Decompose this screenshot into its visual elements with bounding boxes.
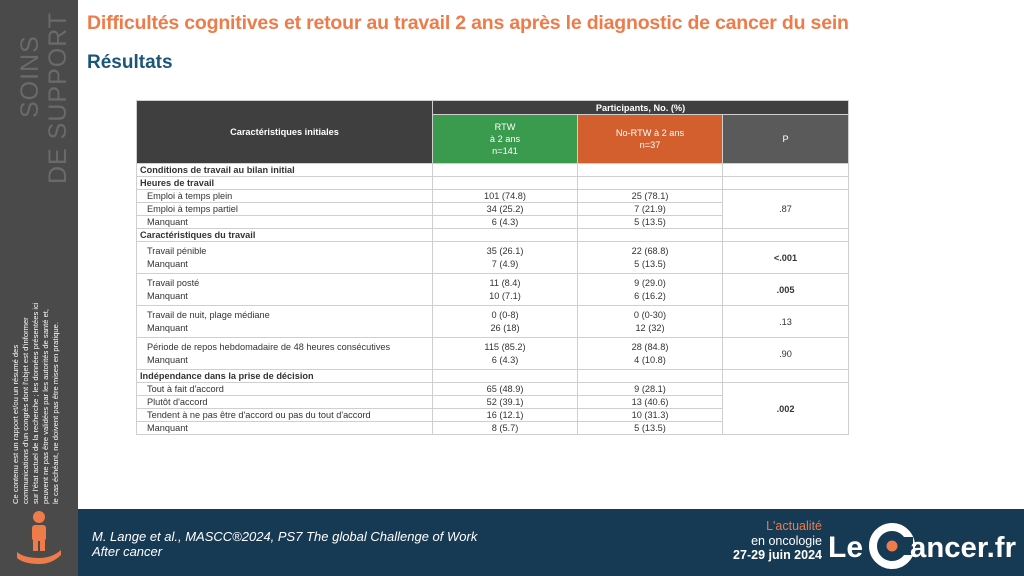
p-value: .002 <box>723 383 849 435</box>
row-label-line: Manquant <box>147 354 188 365</box>
rtw-value-line: 26 (18) <box>490 322 520 333</box>
empty-cell <box>578 164 723 177</box>
nortw-value-line: 5 (13.5) <box>634 258 666 269</box>
disclaimer-line: sur l'état actuel de la recherche ; les données présentées ici <box>31 302 40 504</box>
nortw-value-line: 4 (10.8) <box>634 354 666 365</box>
row-label-line: Travail pénible <box>147 246 207 256</box>
row-label: Emploi à temps partiel <box>137 203 433 216</box>
header-p: P <box>723 115 849 164</box>
section-label: Caractéristiques du travail <box>137 229 433 242</box>
row-label <box>137 274 433 306</box>
header-rtw <box>433 115 578 164</box>
citation-line: M. Lange et al., MASCC®2024, PS7 The global Challenge of Work <box>92 529 478 544</box>
citation-line: After cancer <box>92 544 163 559</box>
disclaimer-line: communications d'un congrès dont l'objet est d'informer <box>21 317 30 504</box>
row-label <box>137 338 433 370</box>
nortw-value: 5 (13.5) <box>578 422 723 435</box>
disclaimer-line: le cas échéant, ne doivent pas être mises en pratique. <box>51 322 60 504</box>
citation <box>92 529 477 559</box>
row-label: Plutôt d'accord <box>137 396 433 409</box>
nortw-value-line: 0 (0-30) <box>633 310 667 320</box>
nortw-value <box>578 242 723 274</box>
table-row <box>137 306 849 338</box>
row-label: Tout à fait d'accord <box>137 383 433 396</box>
rtw-value: 6 (4.3) <box>433 216 578 229</box>
row-label <box>137 306 433 338</box>
nortw-value-line: 12 (32) <box>635 322 665 333</box>
row-label-line: Manquant <box>147 258 188 269</box>
row-label-line: Période de repos hebdomadaire de 48 heures consécutives <box>147 342 391 352</box>
nortw-value: 10 (31.3) <box>578 409 723 422</box>
rtw-value-line: 11 (8.4) <box>489 278 521 288</box>
rtw-value <box>433 242 578 274</box>
nortw-value <box>578 306 723 338</box>
p-value: .87 <box>723 190 849 229</box>
nortw-value: 13 (40.6) <box>578 396 723 409</box>
row-label-line: Manquant <box>147 322 188 333</box>
nortw-value-line: 6 (16.2) <box>634 290 666 301</box>
table-row <box>137 338 849 370</box>
row-label-line: Travail de nuit, plage médiane <box>147 310 270 320</box>
nortw-value-line: 22 (68.8) <box>631 246 669 256</box>
section-row <box>137 370 849 383</box>
section-label: Conditions de travail au bilan initial <box>137 164 433 177</box>
p-value: .90 <box>723 338 849 370</box>
footer-bar <box>78 509 1024 576</box>
row-label: Manquant <box>137 216 433 229</box>
row-label <box>137 242 433 274</box>
event-line-actualite: L'actualité <box>766 519 822 533</box>
header-rtw-line: à 2 ans <box>489 134 521 144</box>
section-label: Indépendance dans la prise de décision <box>137 370 433 383</box>
hand-holding-person-icon <box>14 508 64 566</box>
row-label: Tendent à ne pas être d'accord ou pas du tout d'accord <box>137 409 433 422</box>
event-info <box>690 519 822 563</box>
empty-cell <box>578 177 723 190</box>
logo-rest: ancer.fr <box>910 532 1016 564</box>
empty-cell <box>433 164 578 177</box>
disclaimer-line: Ce contenu est un rapport et/ou un résumé des <box>11 344 20 504</box>
section-row <box>137 177 849 190</box>
table-row <box>137 383 849 396</box>
header-participants: Participants, No. (%) <box>433 101 849 115</box>
sidebar-title-line2: DE SUPPORT <box>44 12 70 184</box>
rtw-value: 101 (74.8) <box>433 190 578 203</box>
rtw-value: 16 (12.1) <box>433 409 578 422</box>
disclaimer-line: peuvent ne pas être validées par les autorités de santé et, <box>41 308 50 504</box>
row-label-line: Manquant <box>147 290 188 301</box>
results-table <box>136 100 849 435</box>
empty-cell <box>433 370 578 383</box>
header-rtw-line: RTW <box>494 122 516 132</box>
empty-cell <box>723 370 849 383</box>
empty-cell <box>433 177 578 190</box>
rtw-value-line: 7 (4.9) <box>491 258 519 269</box>
section-row <box>137 164 849 177</box>
nortw-value <box>578 274 723 306</box>
disclaimer-text <box>4 208 74 508</box>
empty-cell <box>723 229 849 242</box>
table-row <box>137 274 849 306</box>
nortw-value-line: 28 (84.8) <box>631 342 669 352</box>
empty-cell <box>578 370 723 383</box>
p-value: .005 <box>723 274 849 306</box>
rtw-value: 52 (39.1) <box>433 396 578 409</box>
table-row <box>137 190 849 203</box>
empty-cell <box>433 229 578 242</box>
nortw-value-line: 9 (29.0) <box>634 278 666 288</box>
section-label: Heures de travail <box>137 177 433 190</box>
table-row <box>137 242 849 274</box>
nortw-value: 5 (13.5) <box>578 216 723 229</box>
rtw-value-line: 0 (0-8) <box>491 310 519 320</box>
event-line-oncologie: en oncologie <box>751 533 822 548</box>
lecancer-logo <box>828 517 1018 569</box>
header-characteristics: Caractéristiques initiales <box>137 101 433 164</box>
page-title: Difficultés cognitives et retour au travail 2 ans après le diagnostic de cancer du sein <box>87 12 849 34</box>
event-dates: 27-29 juin 2024 <box>733 548 822 562</box>
nortw-value: 9 (28.1) <box>578 383 723 396</box>
rtw-value <box>433 338 578 370</box>
empty-cell <box>723 177 849 190</box>
rtw-value-line: 10 (7.1) <box>489 290 521 301</box>
header-nortw-line: No-RTW à 2 ans <box>615 128 685 138</box>
header-nortw-line: n=37 <box>639 140 661 150</box>
empty-cell <box>723 164 849 177</box>
rtw-value <box>433 274 578 306</box>
row-label-line: Travail posté <box>147 278 200 288</box>
p-value: <.001 <box>723 242 849 274</box>
logo-le: Le <box>828 531 864 564</box>
left-sidebar <box>0 0 78 576</box>
rtw-value <box>433 306 578 338</box>
nortw-value: 25 (78.1) <box>578 190 723 203</box>
rtw-value: 8 (5.7) <box>433 422 578 435</box>
header-nortw <box>578 115 723 164</box>
logo-c: C <box>828 517 829 518</box>
vertical-title <box>8 12 70 192</box>
rtw-value-line: 35 (26.1) <box>486 246 524 256</box>
sidebar-title-line1: SOINS <box>16 35 44 118</box>
row-label: Manquant <box>137 422 433 435</box>
header-rtw-line: n=141 <box>492 146 518 156</box>
empty-cell <box>578 229 723 242</box>
rtw-value-line: 6 (4.3) <box>491 354 519 365</box>
nortw-value <box>578 338 723 370</box>
row-label: Emploi à temps plein <box>137 190 433 203</box>
section-title: Résultats <box>87 52 173 73</box>
rtw-value: 34 (25.2) <box>433 203 578 216</box>
rtw-value: 65 (48.9) <box>433 383 578 396</box>
section-row <box>137 229 849 242</box>
p-value: .13 <box>723 306 849 338</box>
nortw-value: 7 (21.9) <box>578 203 723 216</box>
rtw-value-line: 115 (85.2) <box>484 342 526 352</box>
